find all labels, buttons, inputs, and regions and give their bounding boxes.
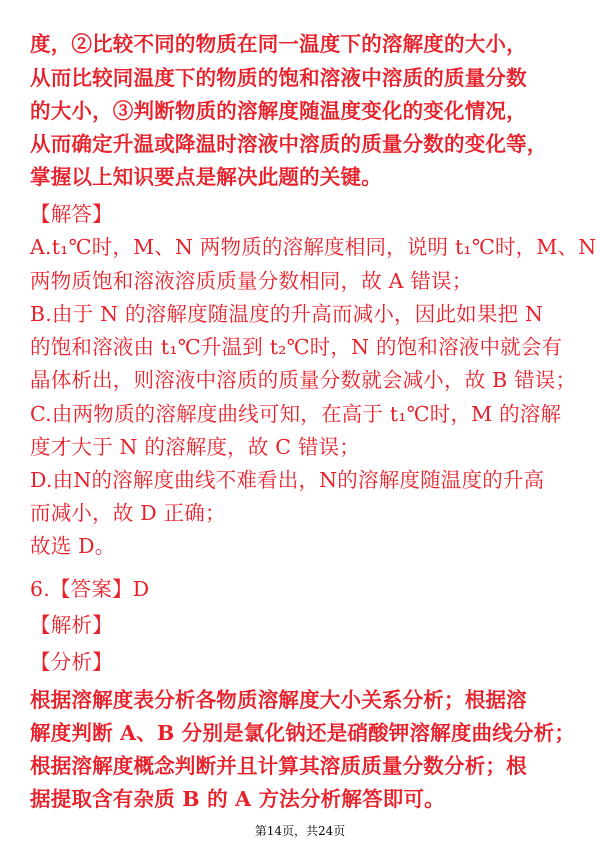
section-heading-answer: 【解答】 (30, 202, 113, 226)
paragraph-line: B.由于 N 的溶解度随温度的升高而减小，因此如果把 N (30, 302, 544, 326)
paragraph-line: C.由两物质的溶解度曲线可知，在高于 t₁℃时，M 的溶解 (30, 402, 562, 426)
paragraph-line: 据提取含有杂质 B 的 A 方法分析解答即可。 (30, 787, 445, 811)
paragraph-line: 从而比较同温度下的物质的饱和溶液中溶质的质量分数 (30, 66, 527, 90)
paragraph-line: 掌握以上知识要点是解决此题的关键。 (30, 165, 382, 189)
paragraph-line: 两物质饱和溶液溶质质量分数相同，故 A 错误； (30, 269, 473, 293)
paragraph-line: 根据溶解度概念判断并且计算其溶质质量分数分析；根 (30, 754, 527, 778)
section-heading-analysis: 【解析】 (30, 613, 113, 637)
paragraph-line: 解度判断 A、B 分别是氯化钠还是硝酸钾溶解度曲线分析； (30, 721, 576, 745)
paragraph-line: 根据溶解度表分析各物质溶解度大小关系分析；根据溶 (30, 688, 527, 712)
question-answer-label: 6.【答案】D (30, 577, 150, 601)
paragraph-line: 度才大于 N 的溶解度，故 C 错误； (30, 435, 360, 459)
paragraph-line: 的饱和溶液由 t₁℃升温到 t₂℃时，N 的饱和溶液中就会有 (30, 335, 563, 359)
section-heading-fenxi: 【分析】 (30, 650, 113, 674)
paragraph-line: 度，②比较不同的物质在同一温度下的溶解度的大小， (30, 32, 527, 56)
paragraph-line: 从而确定升温或降温时溶液中溶质的质量分数的变化等， (30, 132, 548, 156)
paragraph-line: 晶体析出，则溶液中溶质的质量分数就会减小，故 B 错误； (30, 368, 577, 392)
paragraph-line: D.由N的溶解度曲线不难看出，N的溶解度随温度的升高 (30, 468, 545, 492)
paragraph-line: 的大小，③判断物质的溶解度随温度变化的变化情况， (30, 99, 527, 123)
paragraph-line: A.t₁℃时，M、N 两物质的溶解度相同，说明 t₁℃时，M、N (30, 235, 597, 259)
paragraph-line: 故选 D。 (30, 534, 116, 558)
page-footer: 第14页，共24页 (254, 824, 346, 838)
paragraph-line: 而减小，故 D 正确； (30, 501, 226, 525)
